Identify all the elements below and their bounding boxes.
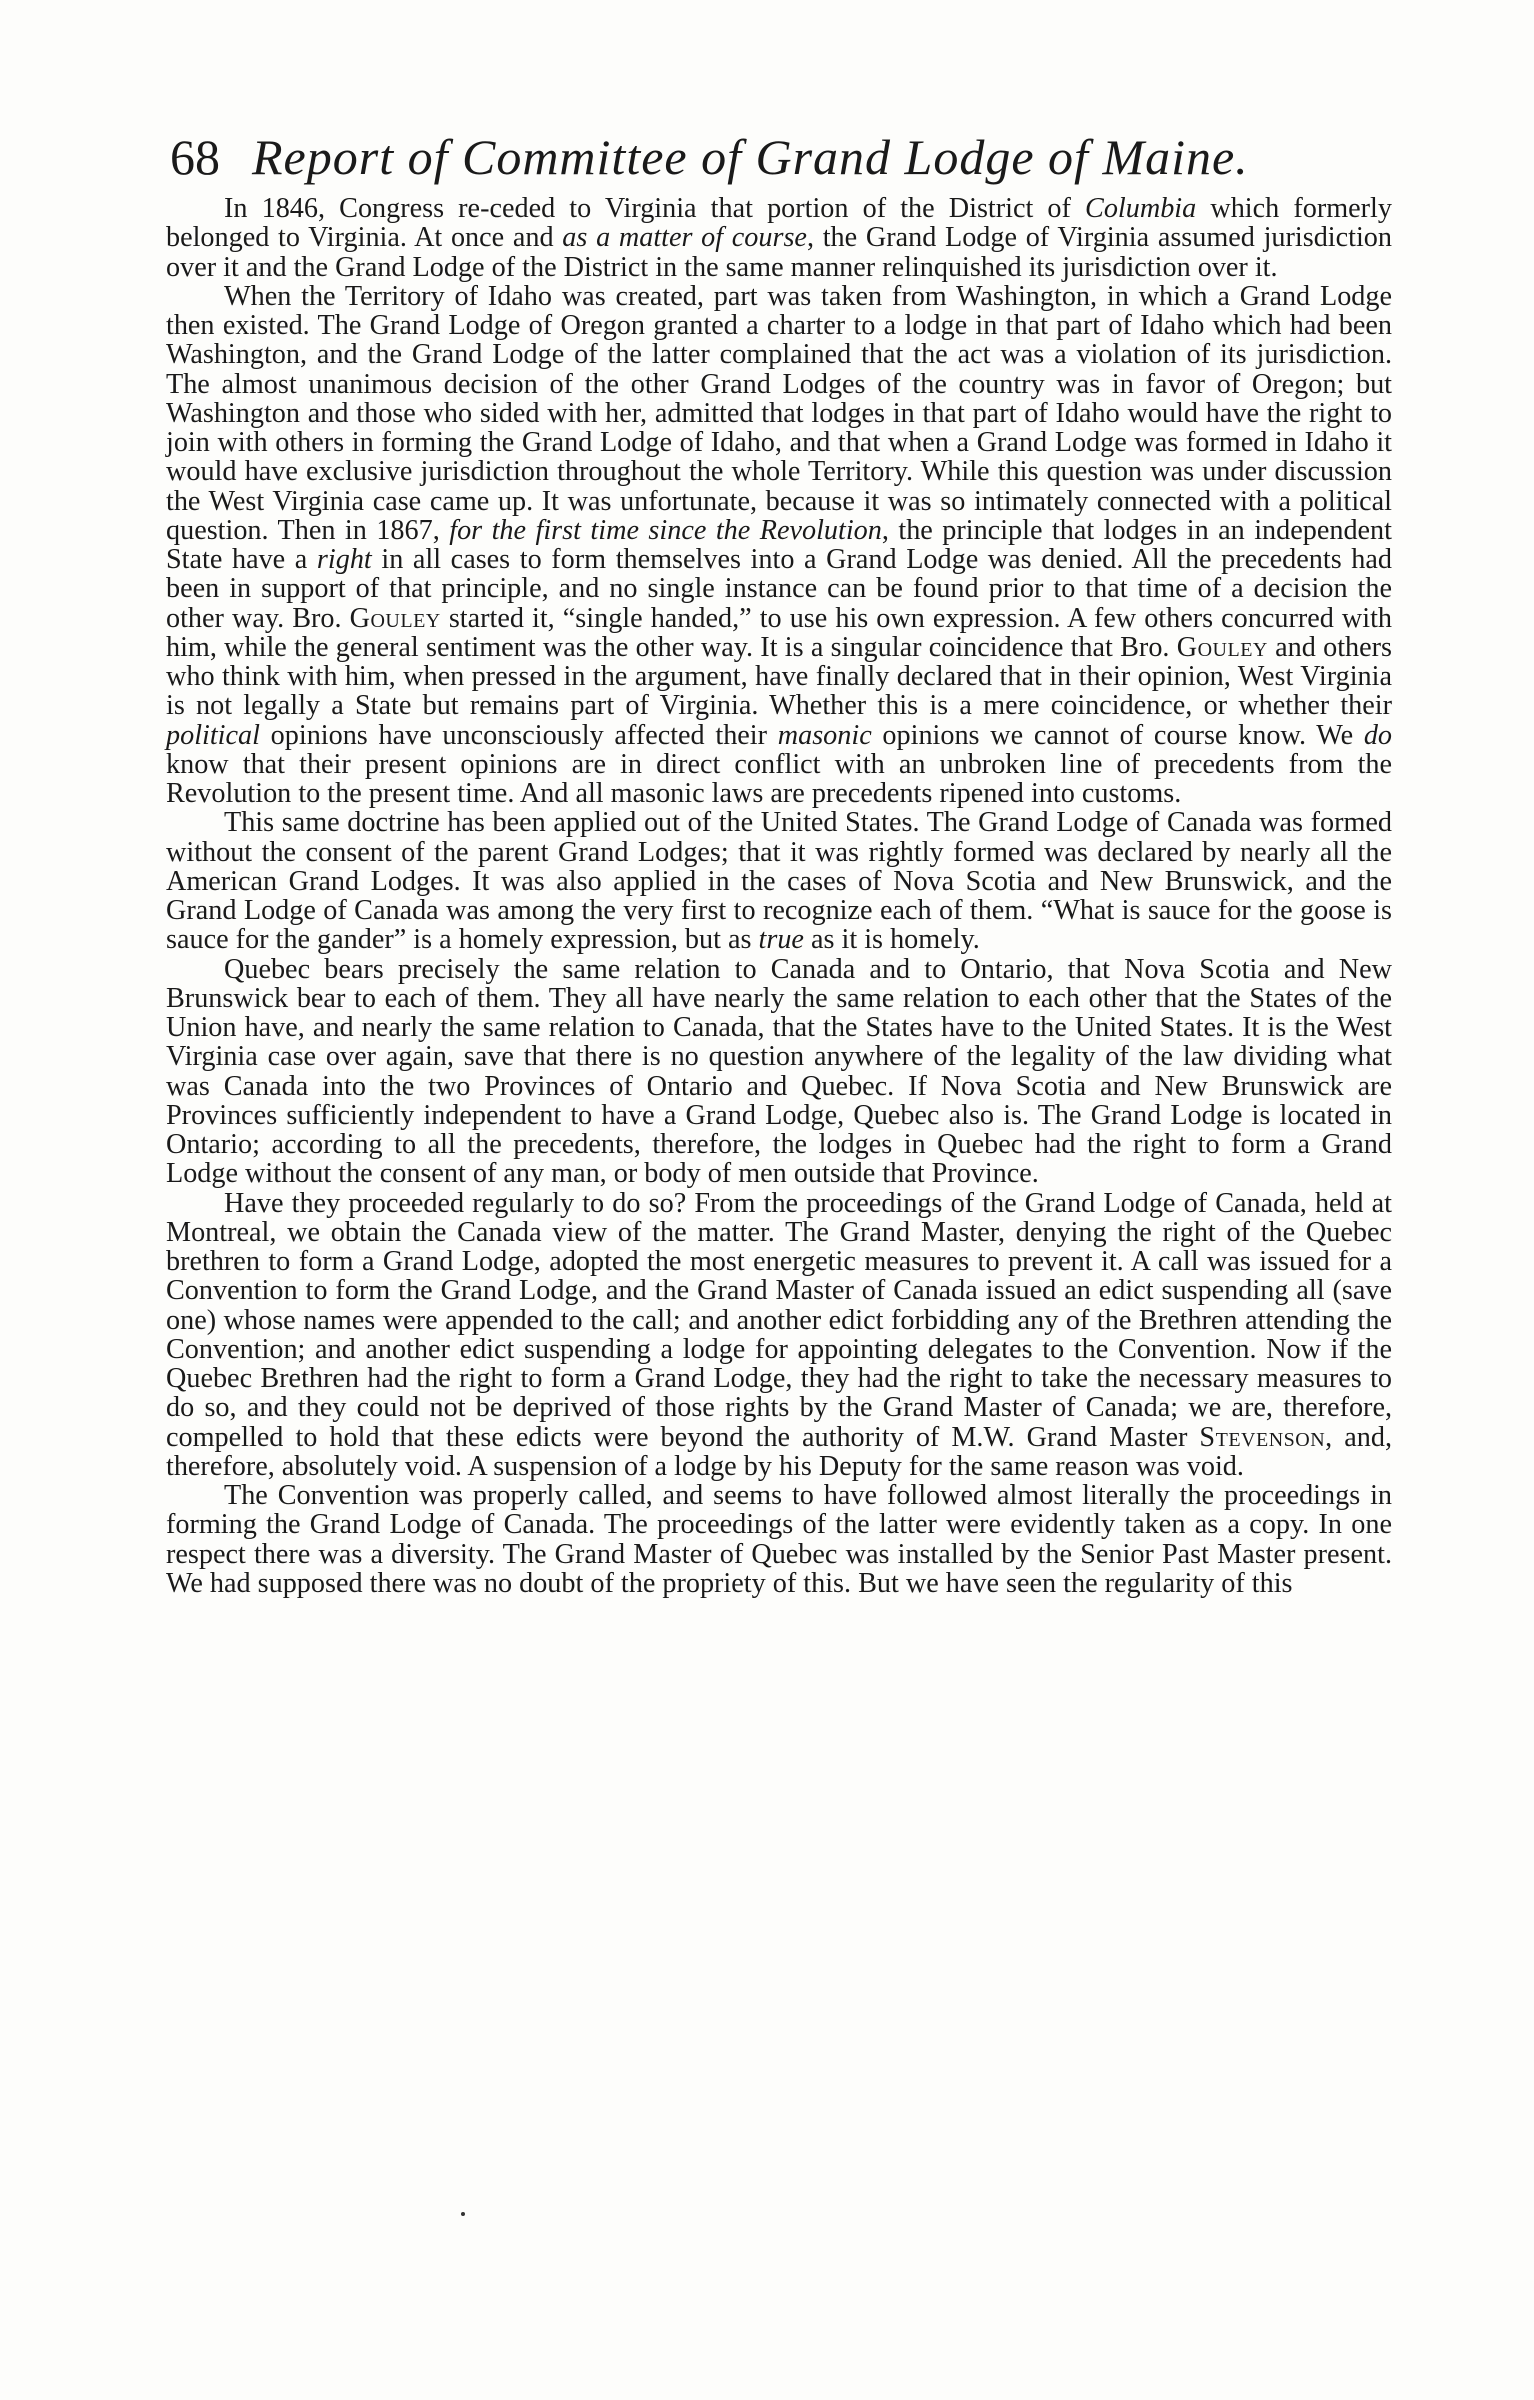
paragraph-4 bbox=[166, 955, 1392, 1189]
text-run: started it, “single handed,” to use his own expression. A few others concurred with him, while the general sentiment was the other way. It is a singular coincidence that Bro. bbox=[166, 602, 1393, 663]
page-mark bbox=[461, 2212, 465, 2216]
text-run: opinions we cannot of course know. We bbox=[871, 719, 1364, 751]
italic-run: for the first time since the Revolution bbox=[449, 514, 882, 546]
italic-run: Columbia bbox=[1085, 193, 1197, 224]
text-run: which formerly belonged to Virginia. At once and bbox=[166, 193, 1392, 254]
paragraph-1 bbox=[166, 194, 1392, 282]
italic-run: right bbox=[316, 544, 372, 575]
text-run: , the Grand Lodge of Virginia assumed jurisdiction over it and the Grand Lodge of the District in the same manner relinquished its jurisdiction over it. bbox=[166, 222, 1392, 283]
paragraph-3 bbox=[166, 808, 1392, 954]
paragraph-2 bbox=[166, 282, 1392, 809]
italic-run: as a matter of course bbox=[562, 222, 807, 254]
italic-run: do bbox=[1363, 719, 1392, 751]
smallcaps-run: Gouley bbox=[1176, 631, 1268, 663]
page-header bbox=[170, 112, 1400, 202]
text-run: as it is homely. bbox=[803, 924, 980, 956]
text-run: , and, therefore, absolutely void. A suspension of a lodge by his Deputy for the same reason was void. bbox=[166, 1421, 1393, 1482]
smallcaps-run: Stevenson bbox=[1199, 1421, 1326, 1453]
italic-run: political bbox=[166, 719, 260, 751]
smallcaps-run: Gouley bbox=[349, 602, 441, 634]
text-run: In 1846, Congress re-ceded to Virginia that portion of the District of bbox=[224, 193, 1086, 224]
page-number: 68 bbox=[170, 129, 220, 185]
text-run: know that their present opinions are in direct conflict with an unbroken line of precedents from the Revolution to the present time. And all masonic laws are precedents ripened into customs. bbox=[166, 748, 1392, 809]
italic-run: true bbox=[758, 924, 804, 956]
paragraph-5 bbox=[166, 1189, 1392, 1482]
text-run: When the Territory of Idaho was created, part was taken from Washington, in which a Grand Lodge then existed. The Grand Lodge of Oregon granted a charter to a lodge in that part of Idaho which had been Washington, and the Grand Lodge of the latter complained that the act was a violation of its jurisdiction. The almost unanimous decision of the other Grand Lodges of the country was in favor of Oregon; but Washington and those who sided with her, admitted that lodges in that part of Idaho would have the right to join with others in forming the Grand Lodge of Idaho, and that when a Grand Lodge was formed in Idaho it would have exclusive jurisdiction throughout the whole Territory. While this question was under discussion the West Virginia case came up. It was unfortunate, because it was so intimately connected with a political question. Then in 1867, bbox=[166, 280, 1392, 546]
italic-run: masonic bbox=[777, 719, 872, 751]
text-run: opinions have unconsciously affected their bbox=[259, 719, 778, 751]
text-run: The Convention was properly called, and seems to have followed almost literally the proceedings in forming the Grand Lodge of Canada. The proceedings of the latter were evidently taken as a copy. In one respect there was a diversity. The Grand Master of Quebec was installed by the Senior Past Master present. We had supposed there was no doubt of the propriety of this. But we have seen the regularity of this bbox=[166, 1480, 1392, 1599]
paragraph-6 bbox=[166, 1481, 1392, 1598]
text-run: , the principle that lodges in an independent State have a bbox=[166, 514, 1392, 575]
text-run: in all cases to form themselves into a Grand Lodge was denied. All the precedents had been in support of that principle, and no single instance can be found prior to that time of a decision the other way. Bro. bbox=[166, 544, 1392, 634]
body-text bbox=[166, 194, 1392, 1598]
text-run: This same doctrine has been applied out of the United States. The Grand Lodge of Canada was formed without the consent of the parent Grand Lodges; that it was rightly formed was declared by nearly all the American Grand Lodges. It was also applied in the cases of Nova Scotia and New Brunswick, and the Grand Lodge of Canada was among the very first to recognize each of them. “What is sauce for the goose is sauce for the gander” is a homely expression, but as bbox=[166, 807, 1392, 956]
text-run: Have they proceeded regularly to do so? From the proceedings of the Grand Lodge of Canada, held at Montreal, we obtain the Canada view of the matter. The Grand Master, denying the right of the Quebec brethren to form a Grand Lodge, adopted the most energetic measures to prevent it. A call was issued for a Convention to form the Grand Lodge, and the Grand Master of Canada issued an edict suspending all (save one) whose names were appended to the call; and another edict forbidding any of the Brethren attending the Convention; and another edict suspending a lodge for appointing delegates to the Convention. Now if the Quebec Brethren had the right to form a Grand Lodge, they had the right to take the necessary measures to do so, and they could not be deprived of those rights by the Grand Master of Canada; we are, therefore, compelled to hold that these edicts were beyond the authority of M.W. Grand Master bbox=[166, 1187, 1392, 1453]
running-title: Report of Committee of Grand Lodge of Maine. bbox=[252, 129, 1249, 185]
text-run: Quebec bears precisely the same relation to Canada and to Ontario, that Nova Scotia and New Brunswick bear to each of them. They all have nearly the same relation to each other that the States of the Union have, and nearly the same relation to Canada, that the States have to the United States. It is the West Virginia case over again, save that there is no question anywhere of the legality of the law dividing what was Canada into the two Provinces of Ontario and Quebec. If Nova Scotia and New Brunswick are Provinces sufficiently independent to have a Grand Lodge, Quebec also is. The Grand Lodge is located in Ontario; according to all the precedents, therefore, the lodges in Quebec had the right to form a Grand Lodge without the consent of any man, or body of men outside that Province. bbox=[166, 953, 1392, 1190]
text-run: and others who think with him, when pressed in the argument, have finally declared that in their opinion, West Virginia is not legally a State but remains part of Virginia. Whether this is a mere coincidence, or whether their bbox=[166, 631, 1393, 722]
